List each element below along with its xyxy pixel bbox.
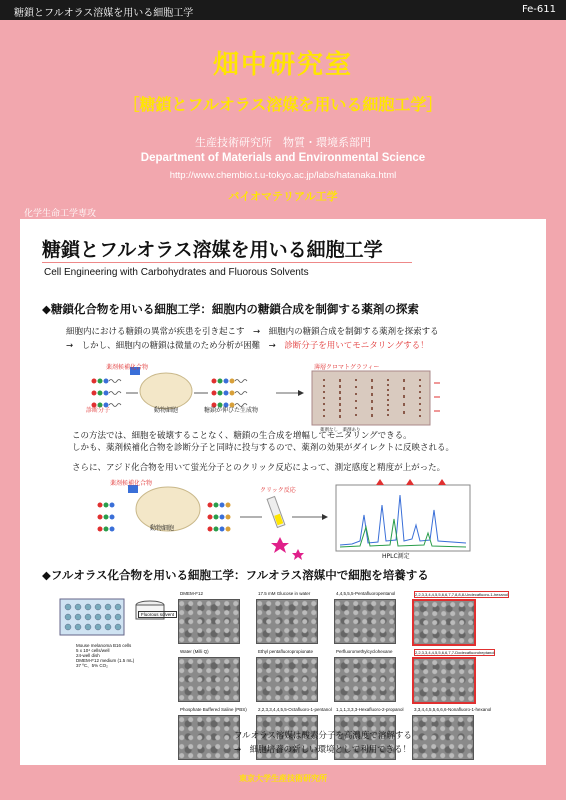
department-en: Department of Materials and Environmental Science	[140, 152, 426, 164]
image-label: 1,1,1,3,3,3-Hexafluoro-2-propanol	[336, 707, 404, 712]
cell-image	[178, 657, 240, 702]
fluorescent-star-icon	[271, 537, 304, 560]
fig2-candidate-label: 薬剤候補化合物	[110, 480, 153, 487]
fig1-cells-label: 動物細胞	[154, 407, 179, 414]
image-label: Water (Milli Q)	[180, 649, 209, 654]
fluorous-solvent-label: Fluorous solvent	[138, 611, 177, 618]
fig1-tlc-caption: 薬剤なし 薬剤あり	[320, 427, 361, 432]
section1-line1: 細胞内における糖鎖の異常が疾患を引き起こす → 細胞内の糖鎖合成を制御する薬剤を探索する	[66, 327, 439, 337]
hplc-chromatogram-icon	[336, 479, 470, 551]
fig1-tlc-label: 薄層クロマトグラフィー	[314, 364, 380, 371]
image-label: Perfluoromethylcyclohexane	[336, 649, 393, 654]
cell-image-highlight	[412, 599, 476, 646]
title-underline	[42, 262, 412, 263]
test-tube-icon	[267, 497, 285, 528]
section1-heading: ◆糖鎖化合物を用いる細胞工学：細胞内の糖鎖合成を制御する薬剤の探索	[42, 302, 419, 316]
image-label: 4,4,5,5,5-Pentafluoropentanol	[336, 591, 396, 596]
image-label: Phosphate Buffered Saline (PBS)	[180, 707, 247, 712]
tlc-plate-icon	[312, 371, 440, 425]
fig2-cells-label: 動物細胞	[150, 525, 175, 532]
image-label: 17.5 mM Glucose in water	[258, 591, 311, 596]
section1-line2	[66, 339, 429, 351]
top-bar-title: 糖鎖とフルオラス溶媒を用いる細胞工学	[14, 8, 194, 19]
image-label: DMEM-F12	[180, 591, 204, 596]
conclusion-line2: → 細胞培養の新しい環境として利用できる！	[234, 745, 412, 755]
lab-theme: ［糖鎖とフルオラス溶媒を用いる細胞工学］	[123, 95, 443, 114]
footer-institution: 東京大学生産技術研究所	[239, 774, 327, 783]
condition-line: 5 x 10⁴ cells/well	[76, 648, 110, 653]
image-label: Ethyl pentafluoropropionate	[258, 649, 314, 654]
lab-name: 畑中研究室	[212, 50, 353, 80]
cell-image	[334, 599, 396, 644]
cell-image	[178, 715, 240, 760]
cell-ellipse-icon	[140, 373, 192, 409]
fig1-product-label: 糖鎖が伸びた生成物	[204, 407, 259, 414]
section2-heading: ◆フルオラス化合物を用いる細胞工学：フルオラス溶媒中で細胞を培養する	[42, 568, 429, 582]
section1-para2: しかも、薬剤候補化合物を診断分子と同時に投与するので、薬剤の効果がダイレクトに反映される。	[72, 443, 454, 453]
culture-conditions	[76, 643, 134, 669]
lab-url[interactable]: http://www.chembio.t.u-tokyo.ac.jp/labs/hatanaka.html	[169, 170, 397, 181]
condition-line: 24-well dish	[76, 653, 100, 658]
major-label: 化学生命工学専攻	[24, 209, 97, 219]
fig1-candidate-label: 薬剤候補化合物	[106, 364, 149, 371]
section1-line2a: → しかし、細胞内の糖鎖は微量のため分析が困難 →	[66, 341, 285, 351]
section1-para3: さらに、アジド化合物を用いて蛍光分子とのクリック反応によって、測定感度と精度が上がった。	[72, 463, 446, 473]
fig2-probes-left-icon	[98, 503, 115, 532]
condition-line: 37 ºC、5% CO₂	[76, 663, 108, 668]
condition-line: Mouse melanoma B16 cells	[76, 643, 132, 648]
section1-para1: この方法では、細胞を破壊することなく、糖鎖の生合成を増幅してモニタリングできる。	[72, 431, 412, 441]
cell-image-highlight	[412, 657, 476, 704]
image-label: 2,2,3,3,4,4,5,5-Octafluoro-1-pentanol	[258, 707, 332, 712]
research-field: バイオマテリアル工学	[228, 190, 338, 203]
cell-image	[334, 657, 396, 702]
image-label-highlight: 2,2,3,3,4,4,5,5,6,6,7,7,8,8,8-Undecafluoro-1-hexanol	[415, 592, 508, 597]
fig2-click-label: クリック反応	[260, 487, 296, 494]
cell-image	[256, 599, 318, 644]
poster-title-en: Cell Engineering with Carbohydrates and Fluorous Solvents	[44, 267, 309, 278]
top-bar	[0, 0, 566, 20]
fig2-hplc-label: HPLC測定	[382, 553, 410, 560]
image-label-highlight: 2,2,3,3,4,4,5,5,6,6,7,7-Dodecafluoroheptanol	[415, 650, 495, 655]
institute: 生産技術研究所 物質・環境系部門	[195, 136, 371, 149]
section1-line2b: 診断分子を用いてモニタリングする！	[284, 341, 429, 351]
poster-code: Fe-611	[521, 4, 556, 15]
image-label: 3,3,4,4,5,5,6,6,6-Nonafluoro-1-hexanol	[414, 707, 492, 712]
poster-title: 糖鎖とフルオラス溶媒を用いる細胞工学	[42, 239, 383, 261]
fig1-probe-label: 診断分子	[86, 407, 111, 414]
cell-image	[256, 657, 318, 702]
probe-molecules-left-icon	[92, 379, 122, 408]
poster-panel	[20, 219, 546, 765]
cell-image	[178, 599, 240, 644]
conclusion-line1: フルオラス溶媒は酸素分子を高濃度で溶解する	[234, 731, 412, 741]
extended-products-icon	[212, 379, 248, 408]
condition-line: DMEM-F12 medium (1.5 mL)	[76, 658, 135, 663]
cell-image	[412, 715, 474, 760]
fig2-products-icon	[208, 503, 231, 532]
